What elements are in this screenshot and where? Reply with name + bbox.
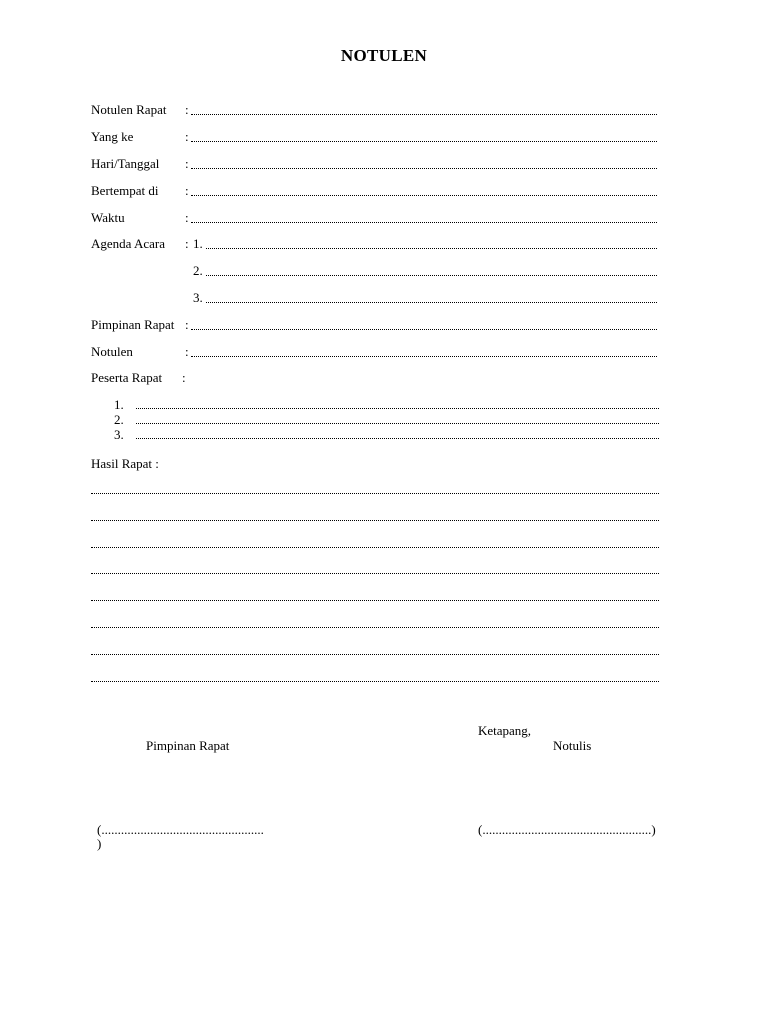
- fill-in-line[interactable]: [191, 102, 657, 115]
- fill-in-line[interactable]: [136, 413, 659, 424]
- field-label: Peserta Rapat: [91, 370, 163, 385]
- hasil-line[interactable]: [91, 520, 659, 521]
- fill-in-line[interactable]: [206, 290, 657, 303]
- fill-in-line[interactable]: [191, 210, 657, 223]
- fill-in-line[interactable]: [191, 317, 657, 330]
- peserta-number: 2.: [114, 412, 124, 427]
- fill-in-line[interactable]: [206, 236, 657, 249]
- field-colon: :: [185, 317, 189, 332]
- fill-in-line[interactable]: [191, 344, 657, 357]
- page-title: NOTULEN: [340, 46, 428, 65]
- hasil-line[interactable]: [91, 654, 659, 655]
- field-colon: :: [185, 156, 189, 171]
- fill-in-line[interactable]: [191, 156, 657, 169]
- field-label: Pimpinan Rapat: [91, 317, 175, 332]
- agenda-number: 3.: [193, 290, 203, 305]
- hasil-line[interactable]: [91, 600, 659, 601]
- fill-in-line[interactable]: [206, 263, 657, 276]
- hasil-rapat-label: Hasil Rapat :: [91, 456, 159, 471]
- field-label: Waktu: [91, 210, 125, 225]
- field-colon: :: [185, 210, 189, 225]
- left-signature-line[interactable]: (..................................................: [97, 822, 264, 837]
- left-signatory-role: Pimpinan Rapat: [146, 738, 230, 753]
- field-colon: :: [185, 344, 189, 359]
- peserta-number: 1.: [114, 397, 124, 412]
- field-colon: :: [185, 236, 189, 251]
- hasil-line[interactable]: [91, 547, 659, 548]
- field-label: Notulen: [91, 344, 133, 359]
- field-label: Agenda Acara: [91, 236, 165, 251]
- peserta-number: 3.: [114, 427, 124, 442]
- signature-place: Ketapang,: [478, 723, 532, 738]
- field-colon: :: [182, 370, 186, 385]
- right-signatory-role: Notulis: [553, 738, 592, 753]
- hasil-line[interactable]: [91, 681, 659, 682]
- field-label: Bertempat di: [91, 183, 159, 198]
- fill-in-line[interactable]: [136, 398, 659, 409]
- fill-in-line[interactable]: [191, 129, 657, 142]
- agenda-number: 2.: [193, 263, 203, 278]
- field-colon: :: [185, 102, 189, 117]
- agenda-number: 1.: [193, 236, 203, 251]
- field-colon: :: [185, 183, 189, 198]
- hasil-line[interactable]: [91, 493, 659, 494]
- right-signature-line[interactable]: (....................................................): [478, 822, 656, 837]
- hasil-line[interactable]: [91, 573, 659, 574]
- fill-in-line[interactable]: [191, 183, 657, 196]
- field-label: Notulen Rapat: [91, 102, 167, 117]
- left-signature-close: ): [97, 836, 102, 851]
- field-colon: :: [185, 129, 189, 144]
- field-label: Yang ke: [91, 129, 134, 144]
- fill-in-line[interactable]: [136, 428, 659, 439]
- field-label: Hari/Tanggal: [91, 156, 160, 171]
- hasil-line[interactable]: [91, 627, 659, 628]
